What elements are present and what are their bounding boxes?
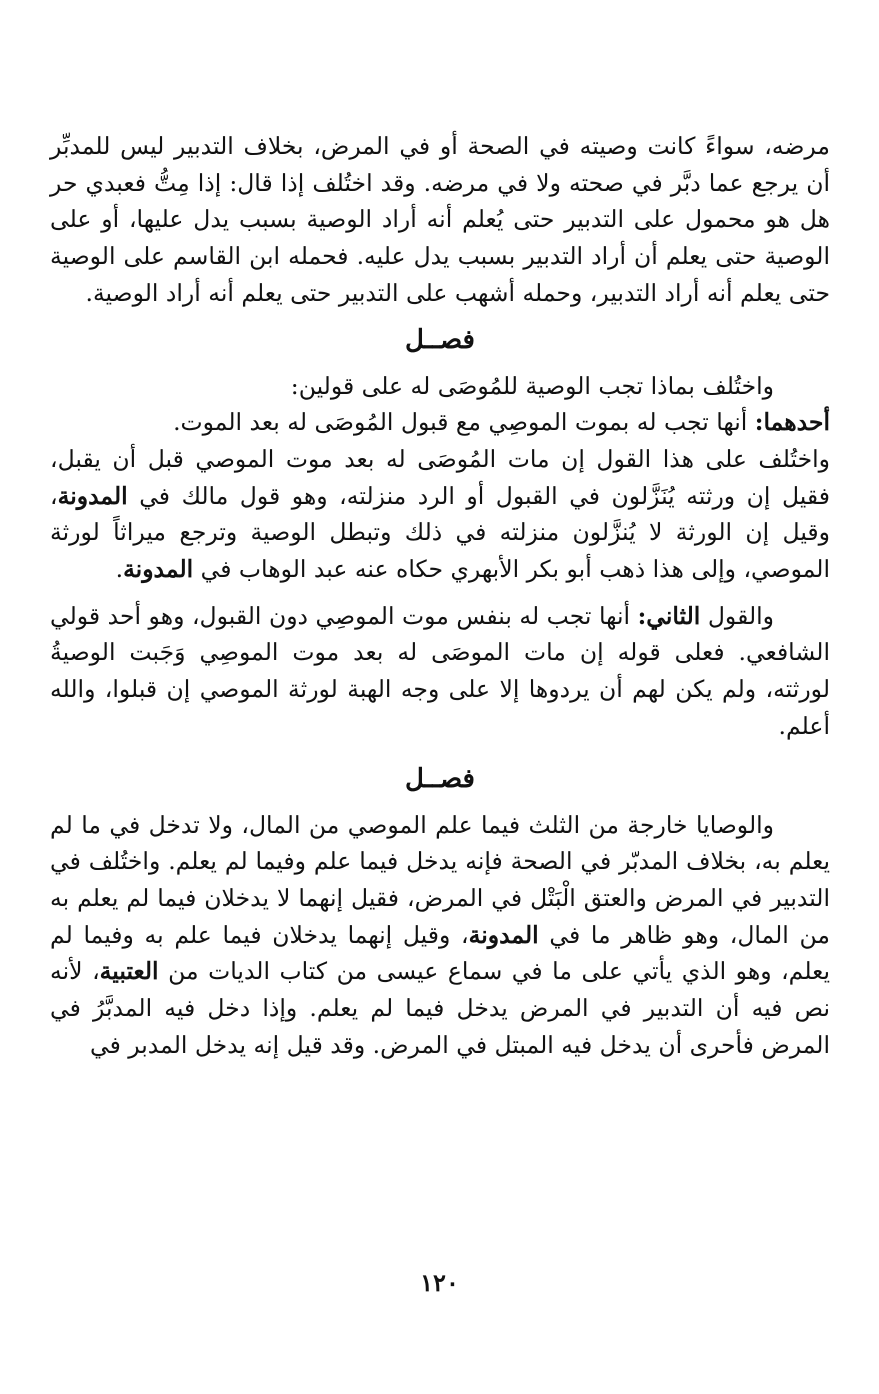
paragraph-4: [50, 441, 830, 588]
paragraph-5-text: أنها تجب له بنفس موت الموصِي دون القبول، وهو أحد قولي الشافعي. فعلى قوله إن مات الموصَى له بعد موت الموصِي وَجَبت الوصيةُ لورثته، ولم يكن لهم أن يردوها إلا على وجه الهبة لورثة الموصي إن قبلوا، والله أعلم.: [50, 601, 830, 740]
paragraph-4-text-d: .: [115, 555, 124, 584]
first-opinion-label: أحدهما:: [754, 408, 830, 437]
paragraph-1: [50, 128, 830, 312]
paragraph-6: [50, 807, 830, 1064]
paragraph-4-text-a: واختُلف على هذا القول إن مات المُوصَى له بعد موت الموصي قبل أن يقبل، فقيل إن ورثته يُنَزَّلون في القبول أو الرد منزلته، وهو قول مالك في: [50, 444, 830, 510]
paragraph-5: [50, 598, 830, 745]
page-number: ١٢٠: [420, 1268, 459, 1297]
mudawwana-ref-1: المدونة: [57, 481, 128, 510]
paragraph-6-text-d: ، لأنه نص فيه أن التدبير في المرض يدخل فيما لم يعلم. وإذا دخل فيه المدبَّرُ في المرض فأحرى أن يدخل فيه المبتل في المرض. وقد قيل إنه يدخل المدبر في: [50, 957, 830, 1059]
paragraph-6-text-c: ، وقيل إنهما يدخلان فيما علم به وفيما لم يعلم، وهو الذي يأتي على ما في سماع عيسى من كتاب الديات من: [50, 920, 830, 986]
document-page: [50, 128, 830, 1063]
paragraph-1-text: مرضه، سواءً كانت وصيته في الصحة أو في المرض، بخلاف التدبير ليس للمدبِّر أن يرجع عما دبَّر في صحته ولا في مرضه. وقد اختُلف إذا قال: إذا مِتُّ فعبدي حر هل هو محمول على التدبير حتى يُعلم أنه أراد الوصية بسبب يدل عليها، أو على الوصية حتى يعلم أن أراد التدبير بسبب يدل عليه. فحمله ابن القاسم على الوصية حتى يعلم أنه أراد التدبير، وحمله أشهب على التدبير حتى يعلم أنه أراد الوصية.: [50, 132, 830, 307]
utbiyya-ref: العتبية: [99, 957, 159, 986]
paragraph-3: [50, 404, 830, 441]
paragraph-4-text-c: ، وقيل إن الورثة لا يُنزَّلون منزلته في ذلك وتبطل الوصية وترجع ميراثاً لورثة الموصي، وإلى هذا ذهب أبو بكر الأبهري حكاه عنه عبد الوهاب في: [50, 481, 830, 584]
second-opinion-label: الثاني:: [637, 601, 701, 630]
mudawwana-ref-2: المدونة: [123, 555, 194, 584]
mudawwana-ref-3: المدونة: [468, 920, 539, 949]
paragraph-3-text: أنها تجب له بموت الموصِي مع قبول المُوصَى له بعد الموت.: [173, 408, 755, 437]
paragraph-2: [50, 368, 830, 405]
paragraph-5-text-a: والقول: [700, 601, 774, 630]
section-heading-1: فصــل: [405, 324, 475, 355]
paragraph-gap: [50, 588, 830, 598]
paragraph-2-text: واختُلف بماذا تجب الوصية للمُوصَى له على قولين:: [290, 371, 774, 400]
paragraph-6-text-a: والوصايا خارجة من الثلث فيما علم الموصي من المال، ولا تدخل في ما لم يعلم به، بخلاف المدبّر في الصحة فإنه يدخل فيما علم وفيما لم يعلم. واختُلف في التدبير في المرض والعتق الْبَتْل في المرض، فقيل إنهما لا يدخلان فيما لم يعلم به من المال، وهو ظاهر ما في: [50, 810, 830, 949]
section-heading-2: فصــل: [405, 763, 475, 794]
